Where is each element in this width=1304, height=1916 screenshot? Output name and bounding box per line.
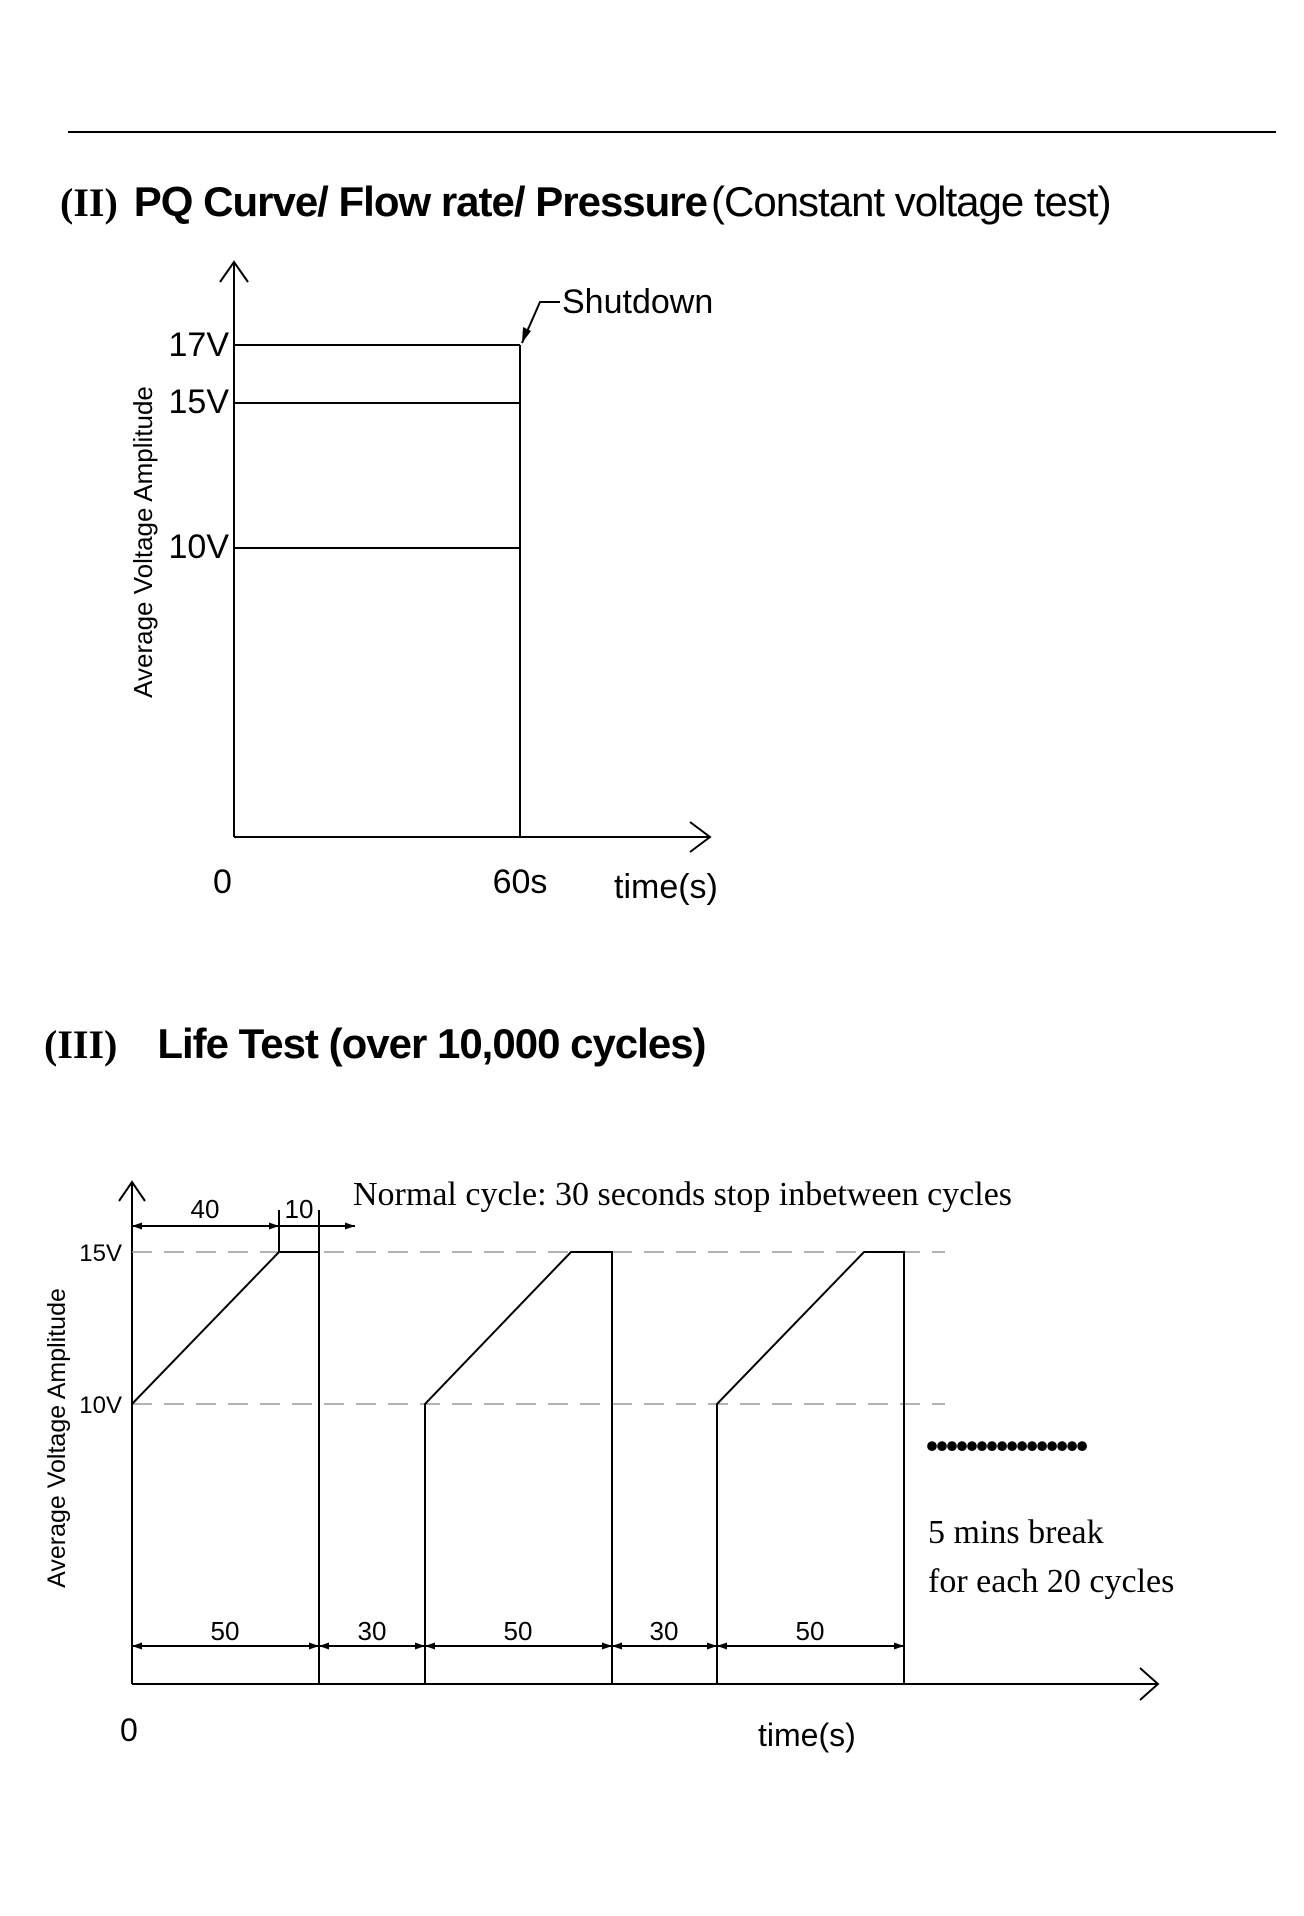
break-note-line-1: 5 mins break xyxy=(928,1514,1104,1551)
section-2-subtitle: (Constant voltage test) xyxy=(711,178,1111,225)
ramp-duration-label: 40 xyxy=(190,1194,220,1224)
break-note-line-2: for each 20 cycles xyxy=(928,1563,1175,1600)
level-17v-label: 17V xyxy=(168,326,229,364)
level-10v-label: 10V xyxy=(168,528,229,566)
shutdown-arrow xyxy=(522,327,531,343)
level-15v-label: 15V xyxy=(168,383,229,421)
duration-4-label: 30 xyxy=(649,1616,679,1646)
duration-3-label: 50 xyxy=(503,1616,533,1646)
cycle-note: Normal cycle: 30 seconds stop inbetween cycles xyxy=(353,1176,1013,1213)
duration-5-label: 50 xyxy=(795,1616,825,1646)
x-axis-label: time(s) xyxy=(758,1717,856,1753)
shutdown-label: Shutdown xyxy=(562,283,714,321)
life-test-labels xyxy=(43,1176,1174,1753)
level-10v-label: 10V xyxy=(79,1392,122,1419)
section-2-title: PQ Curve/ Flow rate/ Pressure xyxy=(133,178,708,225)
duration-2-label: 30 xyxy=(357,1616,387,1646)
y-axis-label: Average Voltage Amplitude xyxy=(43,1288,71,1588)
pq-curve-labels xyxy=(128,283,718,906)
shutdown-leader xyxy=(522,302,560,343)
origin-label: 0 xyxy=(213,863,232,901)
hold-duration-label: 10 xyxy=(284,1194,314,1224)
x-axis-label: time(s) xyxy=(614,868,718,906)
end-time-label: 60s xyxy=(492,863,548,901)
duration-1-label: 50 xyxy=(210,1616,240,1646)
pq-curve-diagram xyxy=(220,262,710,852)
level-15v-label: 15V xyxy=(79,1240,122,1267)
origin-label: 0 xyxy=(120,1712,138,1748)
continuation-dots: ················ xyxy=(922,1413,1083,1479)
section-2-roman: (II) xyxy=(60,180,118,225)
section-3-roman: (III) xyxy=(44,1022,118,1067)
section-3-title: Life Test (over 10,000 cycles) xyxy=(157,1020,706,1067)
y-axis-label: Average Voltage Amplitude xyxy=(128,386,158,698)
